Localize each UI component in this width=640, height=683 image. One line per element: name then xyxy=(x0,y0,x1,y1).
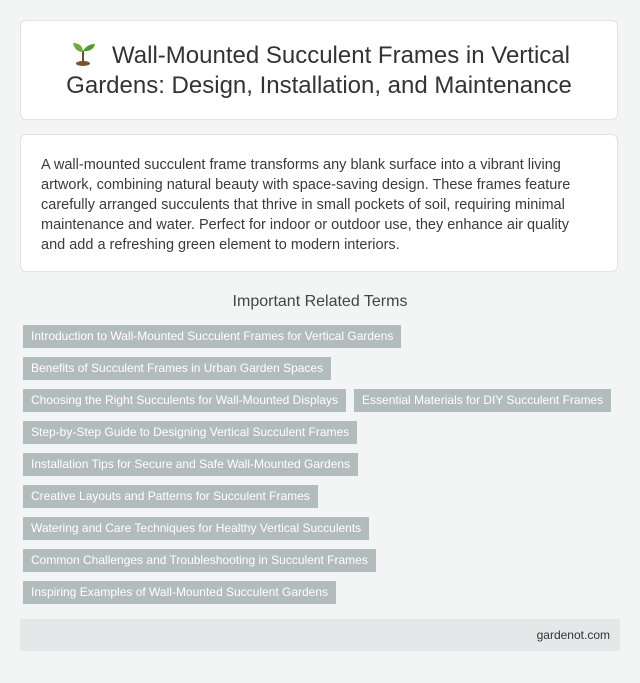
footer xyxy=(20,619,620,651)
intro-card xyxy=(20,134,618,272)
related-term-tag[interactable]: Watering and Care Techniques for Healthy Vertical Succulents xyxy=(23,517,369,540)
related-terms-list xyxy=(23,325,623,604)
related-term-tag[interactable]: Choosing the Right Succulents for Wall-Mounted Displays xyxy=(23,389,346,412)
related-term-tag[interactable]: Introduction to Wall-Mounted Succulent Frames for Vertical Gardens xyxy=(23,325,401,348)
sprout-icon xyxy=(68,40,98,66)
footer-site-link[interactable]: gardenot.com xyxy=(536,628,610,642)
related-term-tag[interactable]: Creative Layouts and Patterns for Succulent Frames xyxy=(23,485,318,508)
related-terms-heading: Important Related Terms xyxy=(232,293,408,310)
related-term-tag[interactable]: Essential Materials for DIY Succulent Frames xyxy=(354,389,611,412)
title-card xyxy=(20,20,618,120)
page-title-text: Wall-Mounted Succulent Frames in Vertical Gardens: Design, Installation, and Maintenance xyxy=(66,41,572,99)
intro-paragraph: A wall-mounted succulent frame transforms any blank surface into a vibrant living artwork, combining natural beauty with space-saving design. These frames feature carefully arranged succulents that thrive in small pockets of soil, requiring minimal maintenance and water. Perfect for indoor or outdoor use, they enhance air quality and add a refreshing green element to modern interiors. xyxy=(41,157,571,253)
page-title xyxy=(51,40,587,101)
related-term-tag[interactable]: Installation Tips for Secure and Safe Wall-Mounted Gardens xyxy=(23,453,358,476)
related-term-tag[interactable]: Inspiring Examples of Wall-Mounted Succulent Gardens xyxy=(23,581,336,604)
related-term-tag[interactable]: Step-by-Step Guide to Designing Vertical Succulent Frames xyxy=(23,421,357,444)
related-term-tag[interactable]: Benefits of Succulent Frames in Urban Garden Spaces xyxy=(23,357,331,380)
related-term-tag[interactable]: Common Challenges and Troubleshooting in Succulent Frames xyxy=(23,549,376,572)
